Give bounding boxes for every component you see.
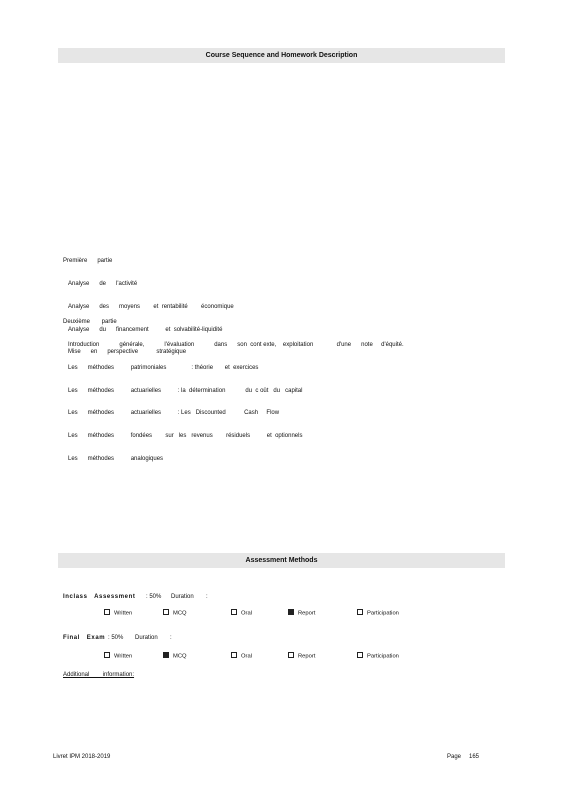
part-two-block [63, 304, 404, 471]
part-two-item: Les méthodes fondées sur les revenus résiduels et optionnels [68, 433, 303, 440]
inclass-option-oral[interactable]: Oral [231, 609, 252, 617]
part-one-heading: Première partie [63, 258, 113, 265]
part-one-item: Analyse de l'activité [68, 280, 138, 287]
footer-page-label: Page [447, 754, 462, 760]
inclass-option-report[interactable]: Report [288, 609, 315, 617]
final-option-report[interactable]: Report [288, 652, 315, 660]
final-option-participation[interactable]: Participation [357, 652, 399, 660]
inclass-duration-value: : [206, 594, 208, 600]
inclass-option-mcq[interactable]: MCQ [163, 609, 187, 617]
additional-information-label: Additional information: [63, 672, 135, 678]
assessment-methods-header: Assessment Methods [58, 553, 505, 568]
checkbox-checked-icon[interactable] [163, 652, 169, 658]
checkbox-icon[interactable] [104, 652, 110, 658]
checkbox-checked-icon[interactable] [288, 609, 294, 615]
course-sequence-header: Course Sequence and Homework Description [58, 48, 505, 63]
footer-document-title: Livret IPM 2018-2019 [53, 754, 111, 760]
part-one-item: Mise en perspective stratégique [68, 349, 187, 356]
final-option-oral[interactable]: Oral [231, 652, 252, 660]
part-two-item: Les méthodes actuarielles : la détermination du c oût du capital [68, 387, 303, 394]
checkbox-icon[interactable] [231, 609, 237, 615]
inclass-weight: : 50% [146, 594, 162, 600]
checkbox-icon[interactable] [357, 609, 363, 615]
checkbox-icon[interactable] [104, 609, 110, 615]
final-duration-label: Duration [135, 635, 158, 641]
inclass-option-participation[interactable]: Participation [357, 609, 399, 617]
checkbox-icon[interactable] [163, 609, 169, 615]
footer-page-number: 165 [469, 754, 480, 760]
part-one-item: Analyse des moyens et rentabilité économique [68, 303, 234, 310]
part-two-item: Introduction générale, l'évaluation dans son cont exte, exploitation d'une note d'équité. [68, 341, 404, 348]
final-weight: : 50% [108, 635, 124, 641]
checkbox-icon[interactable] [357, 652, 363, 658]
part-two-item: Les méthodes actuarielles : Les Discounted Cash Flow [68, 410, 280, 417]
part-two-heading: Deuxième partie [63, 319, 117, 326]
final-option-mcq[interactable]: MCQ [163, 652, 187, 660]
inclass-duration-label: Duration [171, 594, 194, 600]
part-two-item: Les méthodes patrimoniales : théorie et exercices [68, 364, 259, 371]
part-one-item: Analyse du financement et solvabilité-liquidité [68, 326, 223, 333]
checkbox-icon[interactable] [288, 652, 294, 658]
inclass-option-written[interactable]: Written [104, 609, 132, 617]
final-duration-value: : [170, 635, 172, 641]
part-two-item: Les méthodes analogiques [68, 455, 164, 462]
checkbox-icon[interactable] [231, 652, 237, 658]
inclass-assessment-label: Inclass Assessment [63, 594, 136, 600]
final-option-written[interactable]: Written [104, 652, 132, 660]
final-exam-label: Final Exam [63, 635, 106, 641]
